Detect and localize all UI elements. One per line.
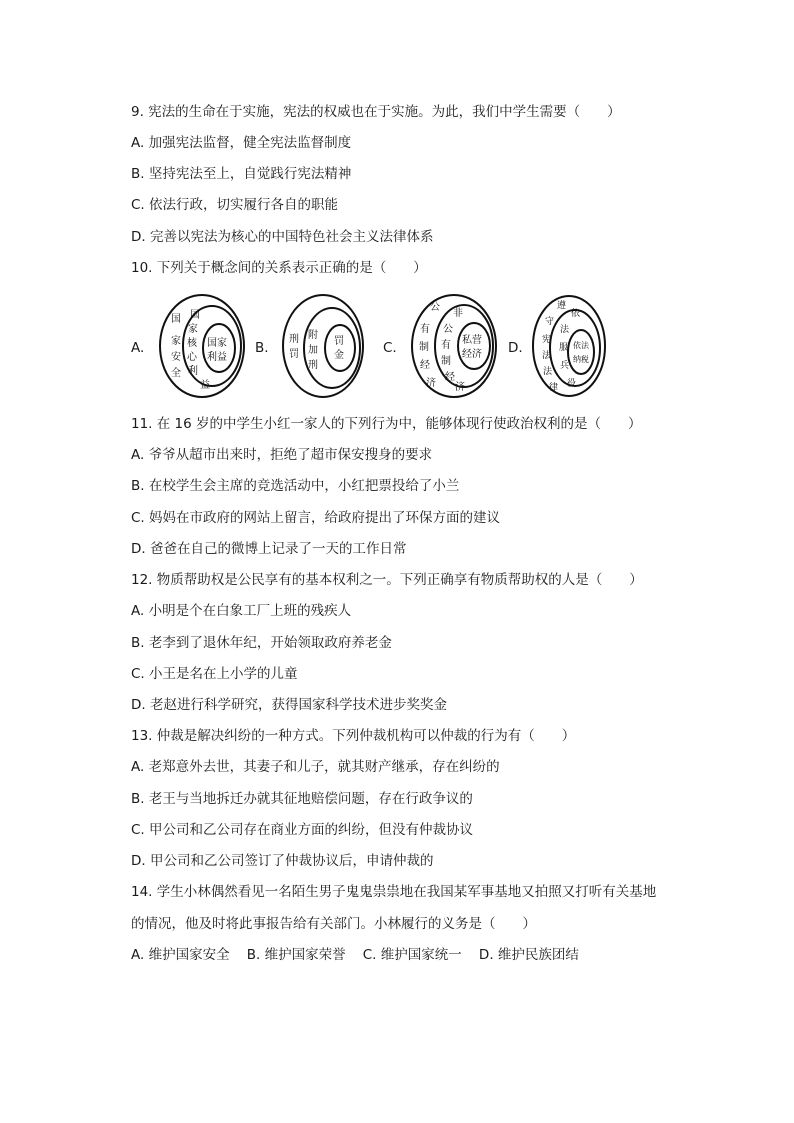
q9-option-b: B. 坚持宪法至上，自觉践行宪法精神 <box>131 166 352 182</box>
diag-d-outer-4: 法 <box>542 351 552 361</box>
q12-stem: 12. 物质帮助权是公民享有的基本权利之一。下列正确享有物质帮助权的人是（ ） <box>131 572 643 588</box>
diag-d-outer-1: 遵 <box>557 301 567 311</box>
diag-d-mid-5: 役 <box>567 379 577 389</box>
q13-stem: 13. 仲裁是解决纠纷的一种方式。下列仲裁机构可以仲裁的行为有（ ） <box>131 728 576 744</box>
q9-stem: 9. 宪法的生命在于实施，宪法的权威也在于实施。为此，我们中学生需要（ ） <box>131 104 621 120</box>
diag-d-outer-6: 律 <box>549 383 559 393</box>
venn-diagram-b <box>278 292 368 400</box>
diag-a-mid-3: 核 <box>187 338 197 349</box>
diag-c-mid-2: 公 <box>443 324 453 335</box>
diag-d-mid-4: 兵 <box>560 361 570 371</box>
venn-diagram-c <box>408 292 500 400</box>
diag-a-outer-4: 全 <box>171 368 181 379</box>
diag-a-mid-4: 心 <box>187 352 197 363</box>
q14-stem-line2: 的情况，他及时将此事报告给有关部门。小林履行的义务是（ ） <box>131 916 536 932</box>
q9-option-a: A. 加强宪法监督，健全宪法监督制度 <box>131 135 352 151</box>
diag-a-mid-2: 家 <box>188 324 198 335</box>
q11-option-a: A. 爷爷从超市出来时，拒绝了超市保安搜身的要求 <box>131 447 433 463</box>
diag-a-outer-1: 国 <box>171 314 181 325</box>
q14-stem-line1: 14. 学生小林偶然看见一名陌生男子鬼鬼祟祟地在我国某军事基地又拍照又打听有关基地 <box>131 884 657 900</box>
diag-c-mid-1: 非 <box>453 308 463 319</box>
diag-b-mid-2: 加 <box>308 345 318 356</box>
diag-d-outer-3: 宪 <box>542 335 552 345</box>
diag-c-mid-6: 济 <box>455 382 465 393</box>
q10-label-a: A. <box>131 340 145 356</box>
q12-option-a: A. 小明是个在白象工厂上班的残疾人 <box>131 603 352 619</box>
q13-option-c: C. 甲公司和乙公司存在商业方面的纠纷，但没有仲裁协议 <box>131 822 474 838</box>
diag-c-outer-1: 公 <box>430 302 440 313</box>
diag-b-outer-1: 刑 <box>289 334 299 345</box>
q12-option-b: B. 老李到了退休年纪，开始领取政府养老金 <box>131 635 392 651</box>
diag-b-inner-1: 罚 <box>334 336 344 347</box>
diag-d-inner-2: 纳税 <box>573 355 589 364</box>
diag-a-outer-3: 安 <box>171 352 181 363</box>
diag-d-inner-1: 依法 <box>573 341 589 350</box>
diag-c-outer-2: 有 <box>420 324 430 335</box>
diag-a-mid-6: 益 <box>200 380 210 391</box>
diag-a-mid-1: 国 <box>190 310 200 321</box>
diag-c-outer-4: 经 <box>420 360 430 371</box>
diag-c-inner-2: 经济 <box>462 349 482 360</box>
diag-d-outer-5: 法 <box>543 367 553 377</box>
q12-option-c: C. 小王是名在上小学的儿童 <box>131 666 298 682</box>
q9-option-d: D. 完善以宪法为核心的中国特色社会主义法律体系 <box>131 229 434 245</box>
venn-diagram-d <box>529 292 609 400</box>
diag-c-mid-4: 制 <box>441 356 451 367</box>
q13-option-d: D. 甲公司和乙公司签订了仲裁协议后，申请仲裁的 <box>131 853 434 869</box>
q13-option-a: A. 老郑意外去世，其妻子和儿子，就其财产继承，存在纠纷的 <box>131 759 500 775</box>
diag-c-outer-5: 济 <box>426 378 436 389</box>
diag-c-mid-3: 有 <box>441 340 451 351</box>
q10-diagram-options <box>131 292 731 402</box>
q11-stem: 11. 在 16 岁的中学生小红一家人的下列行为中，能够体现行使政治权利的是（ ） <box>131 416 642 432</box>
diag-b-mid-3: 刑 <box>308 360 318 371</box>
diag-b-outer-2: 罚 <box>289 349 299 360</box>
diag-b-mid-1: 附 <box>308 330 318 341</box>
diag-a-inner-1: 国家 <box>207 338 227 349</box>
diag-d-outer-2: 守 <box>545 317 555 327</box>
q10-label-b: B. <box>255 340 269 356</box>
diag-c-outer-3: 制 <box>419 342 429 353</box>
q9-option-c: C. 依法行政，切实履行各自的职能 <box>131 197 339 213</box>
diag-d-mid-3: 服 <box>559 343 569 353</box>
q10-label-c: C. <box>383 340 397 356</box>
diag-d-mid-1: 依 <box>571 309 581 319</box>
q11-option-c: C. 妈妈在市政府的网站上留言，给政府提出了环保方面的建议 <box>131 510 501 526</box>
diag-a-mid-5: 利 <box>188 366 198 377</box>
diag-a-outer-2: 家 <box>171 336 181 347</box>
q10-label-d: D. <box>508 340 523 356</box>
diag-a-inner-2: 利益 <box>207 352 227 363</box>
venn-diagram-a <box>157 292 247 400</box>
q12-option-d: D. 老赵进行科学研究，获得国家科学技术进步奖奖金 <box>131 697 447 713</box>
diag-c-mid-5: 经 <box>445 372 455 383</box>
q14-options: A. 维护国家安全 B. 维护国家荣誉 C. 维护国家统一 D. 维护民族团结 <box>131 947 579 963</box>
q13-option-b: B. 老王与当地拆迁办就其征地赔偿问题，存在行政争议的 <box>131 791 473 807</box>
q10-stem: 10. 下列关于概念间的关系表示正确的是（ ） <box>131 260 427 276</box>
diag-c-inner-1: 私营 <box>462 335 482 346</box>
diag-d-mid-2: 法 <box>560 325 570 335</box>
q11-option-b: B. 在校学生会主席的竞选活动中，小红把票投给了小兰 <box>131 478 460 494</box>
q11-option-d: D. 爸爸在自己的微博上记录了一天的工作日常 <box>131 541 407 557</box>
diag-b-inner-2: 金 <box>334 350 344 361</box>
